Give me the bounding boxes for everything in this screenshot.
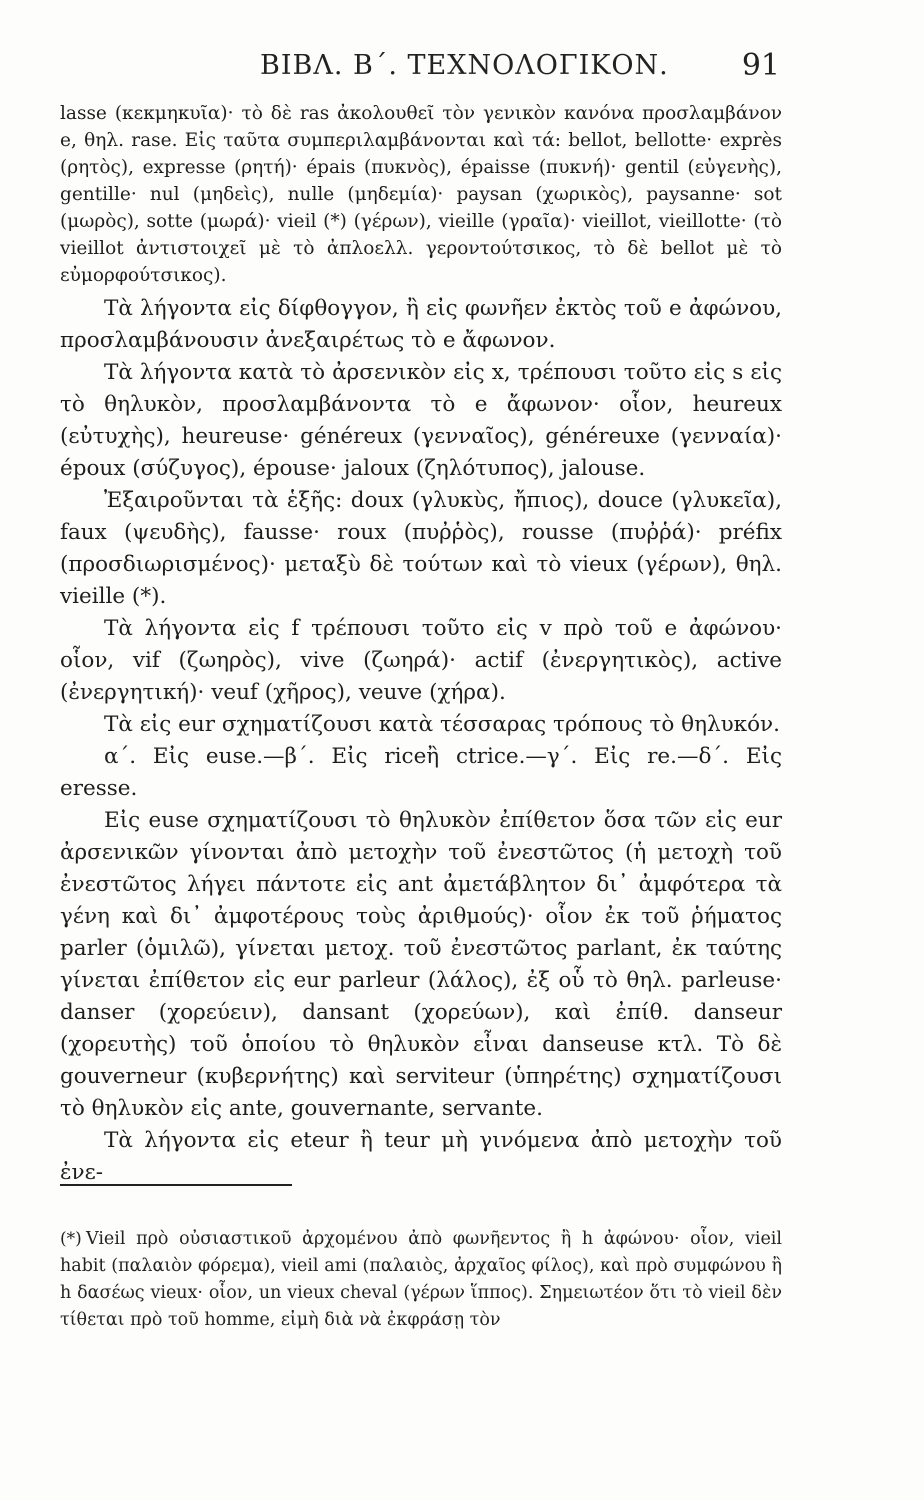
paragraph-teur-rule: Τὰ λήγοντα εἰς eteur ἢ teur μὴ γινόμενα ἀπὸ μετοχὴν τοῦ ἐνε- bbox=[60, 1128, 782, 1185]
running-title: ΒΙΒΛ. Β΄. ΤΕΧΝΟΛΟΓΙΚΟΝ. bbox=[260, 50, 669, 81]
footnote-text: Vieil πρὸ οὐσιαστικοῦ ἀρχομένου ἀπὸ φωνῆεντος ἢ h ἀφώνου· οἷον, vieil habit (παλαιὸν φόρεμα), vieil ami (παλαιὸς, ἀρχαῖος φίλος), καὶ πρὸ συμφώνου ἢ h δασέως vieux· οἷον, un vieux cheval (γέρων ἵππος). Σημειωτέον ὅτι τὸ vieil δὲν τίθεται πρὸ τοῦ homme, εἰμὴ διὰ νὰ ἐκφράσῃ τὸν bbox=[60, 1229, 782, 1330]
paragraph-f-rule: Τὰ λήγοντα εἰς f τρέπουσι τοῦτο εἰς v πρὸ τοῦ e ἀφώνου· οἷον, vif (ζωηρὸς), vive (ζωηρά)· actif (ἐνεργητικὸς), active (ἐνεργητική)· veuf (χῆρος), veuve (χήρα). bbox=[60, 616, 782, 705]
footnote bbox=[60, 1226, 782, 1334]
paragraph-exceptions: Ἐξαιροῦνται τὰ ἑξῆς: doux (γλυκὺς, ἤπιος), douce (γλυκεῖα), faux (ψευδὴς), fausse· roux (πυῤῥὸς), rousse (πυῤῥά)· préfix (προσδιωρισμένος)· μεταξὺ δὲ τούτων καὶ τὸ vieux (γέρων), θηλ. vieille (*). bbox=[60, 488, 782, 609]
paragraph-eur-rule: Τὰ εἰς eur σχηματίζουσι κατὰ τέσσαρας τρόπους τὸ θηλυκόν. bbox=[104, 712, 780, 737]
page-number: 91 bbox=[741, 48, 780, 83]
footnote-rule bbox=[60, 1184, 292, 1186]
paragraph-diphthong-rule: Τὰ λήγοντα εἰς δίφθογγον, ἢ εἰς φωνῆεν ἐκτὸς τοῦ e ἀφώνου, προσλαμβάνουσιν ἀνεξαιρέτως τὸ e ἄφωνον. bbox=[60, 296, 782, 353]
paragraph-euse-rule: Εἰς euse σχηματίζουσι τὸ θηλυκὸν ἐπίθετον ὅσα τῶν εἰς eur ἀρσενικῶν γίνονται ἀπὸ μετοχὴν τοῦ ἐνεστῶτος (ἡ μετοχὴ τοῦ ἐνεστῶτος λήγει πάντοτε εἰς ant ἀμετάβλητον δι᾽ ἀμφότερα τὰ γένη καὶ δι᾽ ἀμφοτέρους τοὺς ἀριθμούς)· οἷον ἐκ τοῦ ῥήματος parler (ὁμιλῶ), γίνεται μετοχ. τοῦ ἐνεστῶτος parlant, ἐκ ταύτης γίνεται ἐπίθετον εἰς eur parleur (λάλος), ἐξ οὗ τὸ θηλ. parleuse· danser (χορεύειν), dansant (χορεύων), καὶ ἐπίθ. danseur (χορευτὴς) τοῦ ὁποίου τὸ θηλυκὸν εἶναι danseuse κτλ. Τὸ δὲ gouverneur (κυβερνήτης) καὶ serviteur (ὑπηρέτης) σχηματίζουσι τὸ θηλυκὸν εἰς ante, gouvernante, servante. bbox=[60, 808, 782, 1121]
paragraph-eur-list: α΄. Εἰς euse.—β΄. Εἰς riceἢ ctrice.—γ΄. Εἰς re.—δ΄. Εἰς eresse. bbox=[60, 744, 782, 801]
body-text bbox=[60, 100, 782, 1189]
paragraph-x-rule: Τὰ λήγοντα κατὰ τὸ ἀρσενικὸν εἰς x, τρέπουσι τοῦτο εἰς s εἰς τὸ θηλυκὸν, προσλαμβάνοντα τὸ e ἄφωνον· οἷον, heureux (εὐτυχὴς), heureuse· généreux (γενναῖος), généreuxe (γενναία)· époux (σύζυγος), épouse· jaloux (ζηλότυπος), jalouse. bbox=[60, 360, 782, 481]
footnote-marker: (*) bbox=[60, 1229, 82, 1249]
paragraph-continuation: lasse (κεκμηκυῖα)· τὸ δὲ ras ἀκολουθεῖ τὸν γενικὸν κανόνα προσλαμβάνον e, θηλ. rase. Εἰς ταῦτα συμπεριλαμβάνονται καὶ τά: bellot, bellotte· exprès (ρητὸς), expresse (ρητή)· épais (πυκνὸς), épaisse (πυκνή)· gentil (εὐγενὴς), gentille· nul (μηδεὶς), nulle (μηδεμία)· paysan (χωρικὸς), paysanne· sot (μωρὸς), sotte (μωρά)· vieil (*) (γέρων), vieille (γραῖα)· vieillot, vieillotte· (τὸ vieillot ἀντιστοιχεῖ μὲ τὸ ἀπλοελλ. γεροντούτσικος, τὸ δὲ bellot μὲ τὸ εὐμορφούτσικος). bbox=[60, 103, 782, 286]
running-head bbox=[60, 48, 780, 88]
